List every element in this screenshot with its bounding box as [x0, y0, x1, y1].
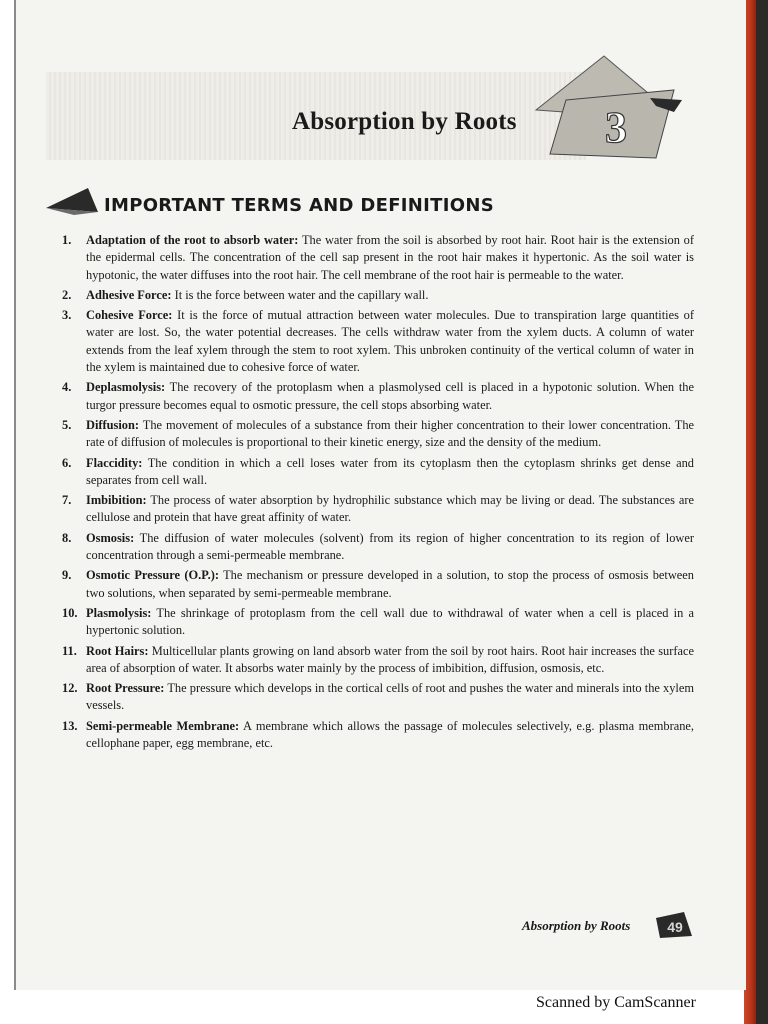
term-definition: The process of water absorption by hydrophilic substance which may be living or dead. The substances are cellulose and protein that have great affinity of water. [86, 493, 694, 525]
page-number: 49 [667, 919, 683, 935]
term-name: Adhesive Force: [86, 287, 172, 302]
term-number: 12. [62, 681, 78, 696]
term-item [62, 530, 694, 565]
term-number: 10. [62, 605, 78, 620]
term-definition: A membrane which allows the passage of molecules selectively, e.g. plasma membrane, cellophane paper, egg membrane, etc. [86, 718, 694, 751]
term-number: 8. [62, 530, 72, 545]
term-name: Diffusion: [86, 417, 140, 432]
term-item [62, 232, 694, 284]
term-item [62, 605, 694, 640]
term-number: 3. [62, 308, 72, 323]
term-name: Osmosis: [86, 530, 135, 545]
term-definition: It is the force of mutual attraction between water molecules. Due to transpiration large quantities of water are lost. So, the water potential decreases. The cells withdraw water from the xylem ducts. A column of water extends from the leaf xylem through the stem to root xylem. This unbroken continuity of the vertical column of water in the xylem is maintained due to cohesive force of water. [86, 308, 694, 375]
term-definition: The movement of molecules of a substance from their higher concentration to their lower concentration. The rate of diffusion of molecules is proportional to their kinetic energy, size and the density of the medium. [86, 417, 695, 450]
term-item [62, 680, 694, 715]
term-number: 4. [62, 380, 72, 395]
term-definition: The shrinkage of protoplasm from the cell wall due to withdrawal of water when a cell is placed in a hypertonic solution. [86, 605, 694, 638]
footer-chapter-title: Absorption by Roots [522, 918, 631, 933]
term-definition: The water from the soil is absorbed by root hair. Root hair is the extension of the epidermal cells. The concentration of the cell sap present in the root hair makes it hypertonic. As the soil water is hypotonic, the water diffuses into the root hair. The cell membrane of the root hair is permeable to the water. [86, 233, 694, 282]
section-arrow-icon [44, 186, 100, 216]
term-item [62, 718, 694, 753]
term-item [62, 455, 694, 490]
term-definition: The diffusion of water molecules (solvent) from its region of higher concentration to its region of lower concentration through a semi-permeable membrane. [86, 530, 695, 563]
term-item [62, 417, 694, 452]
term-item [62, 492, 694, 527]
chapter-number: 3 [605, 103, 627, 152]
term-name: Root Pressure: [86, 681, 165, 696]
term-number: 2. [62, 287, 72, 302]
term-definition: It is the force between water and the capillary wall. [174, 287, 429, 302]
term-item [62, 379, 694, 414]
term-name: Osmotic Pressure (O.P.): [86, 568, 219, 583]
term-name: Semi-permeable Membrane: [86, 718, 240, 733]
term-number: 1. [62, 233, 72, 247]
term-item [62, 567, 694, 602]
term-number: 9. [62, 568, 72, 583]
section-heading: IMPORTANT TERMS AND DEFINITIONS [104, 195, 494, 216]
term-definition: The pressure which develops in the cortical cells of root and pushes the water and minerals into the xylem vessels. [86, 681, 695, 713]
term-name: Deplasmolysis: [86, 380, 166, 395]
term-name: Cohesive Force: [86, 308, 173, 323]
scan-background [756, 0, 768, 1024]
scanner-watermark: Scanned by CamScanner [536, 994, 696, 1011]
term-definition: The mechanism or pressure developed in a solution, to stop the process of osmosis between two solutions, when separated by semi-permeable membrane. [86, 568, 694, 600]
term-number: 11. [62, 643, 77, 658]
page-number-badge [654, 910, 694, 940]
term-name: Flaccidity: [86, 455, 143, 470]
term-definition: The recovery of the protoplasm when a plasmolysed cell is placed in a hypotonic solution. When the turgor pressure becomes equal to osmotic pressure, the cell stops absorbing water. [86, 380, 694, 412]
chapter-title: Absorption by Roots [292, 108, 517, 135]
term-item [62, 287, 694, 304]
term-number: 7. [62, 493, 72, 508]
term-name: Plasmolysis: [86, 605, 152, 620]
term-item [62, 643, 694, 678]
term-number: 5. [62, 417, 72, 432]
term-name: Root Hairs: [86, 643, 149, 658]
term-number: 13. [62, 718, 78, 733]
term-item [62, 307, 694, 376]
terms-list [62, 232, 694, 755]
term-number: 6. [62, 455, 72, 470]
term-name: Adaptation of the root to absorb water: [86, 233, 299, 247]
chapter-number-badge [532, 54, 684, 162]
term-name: Imbibition: [86, 493, 147, 508]
term-definition: Multicellular plants growing on land absorb water from the soil by root hairs. Root hair increases the surface area of absorption of water. It absorbs water mainly by the process of imbibition, diffusion, osmosis, etc. [86, 643, 694, 675]
term-definition: The condition in which a cell loses water from its cytoplasm then the cytoplasm shrinks get dense and separates from cell wall. [86, 455, 694, 487]
